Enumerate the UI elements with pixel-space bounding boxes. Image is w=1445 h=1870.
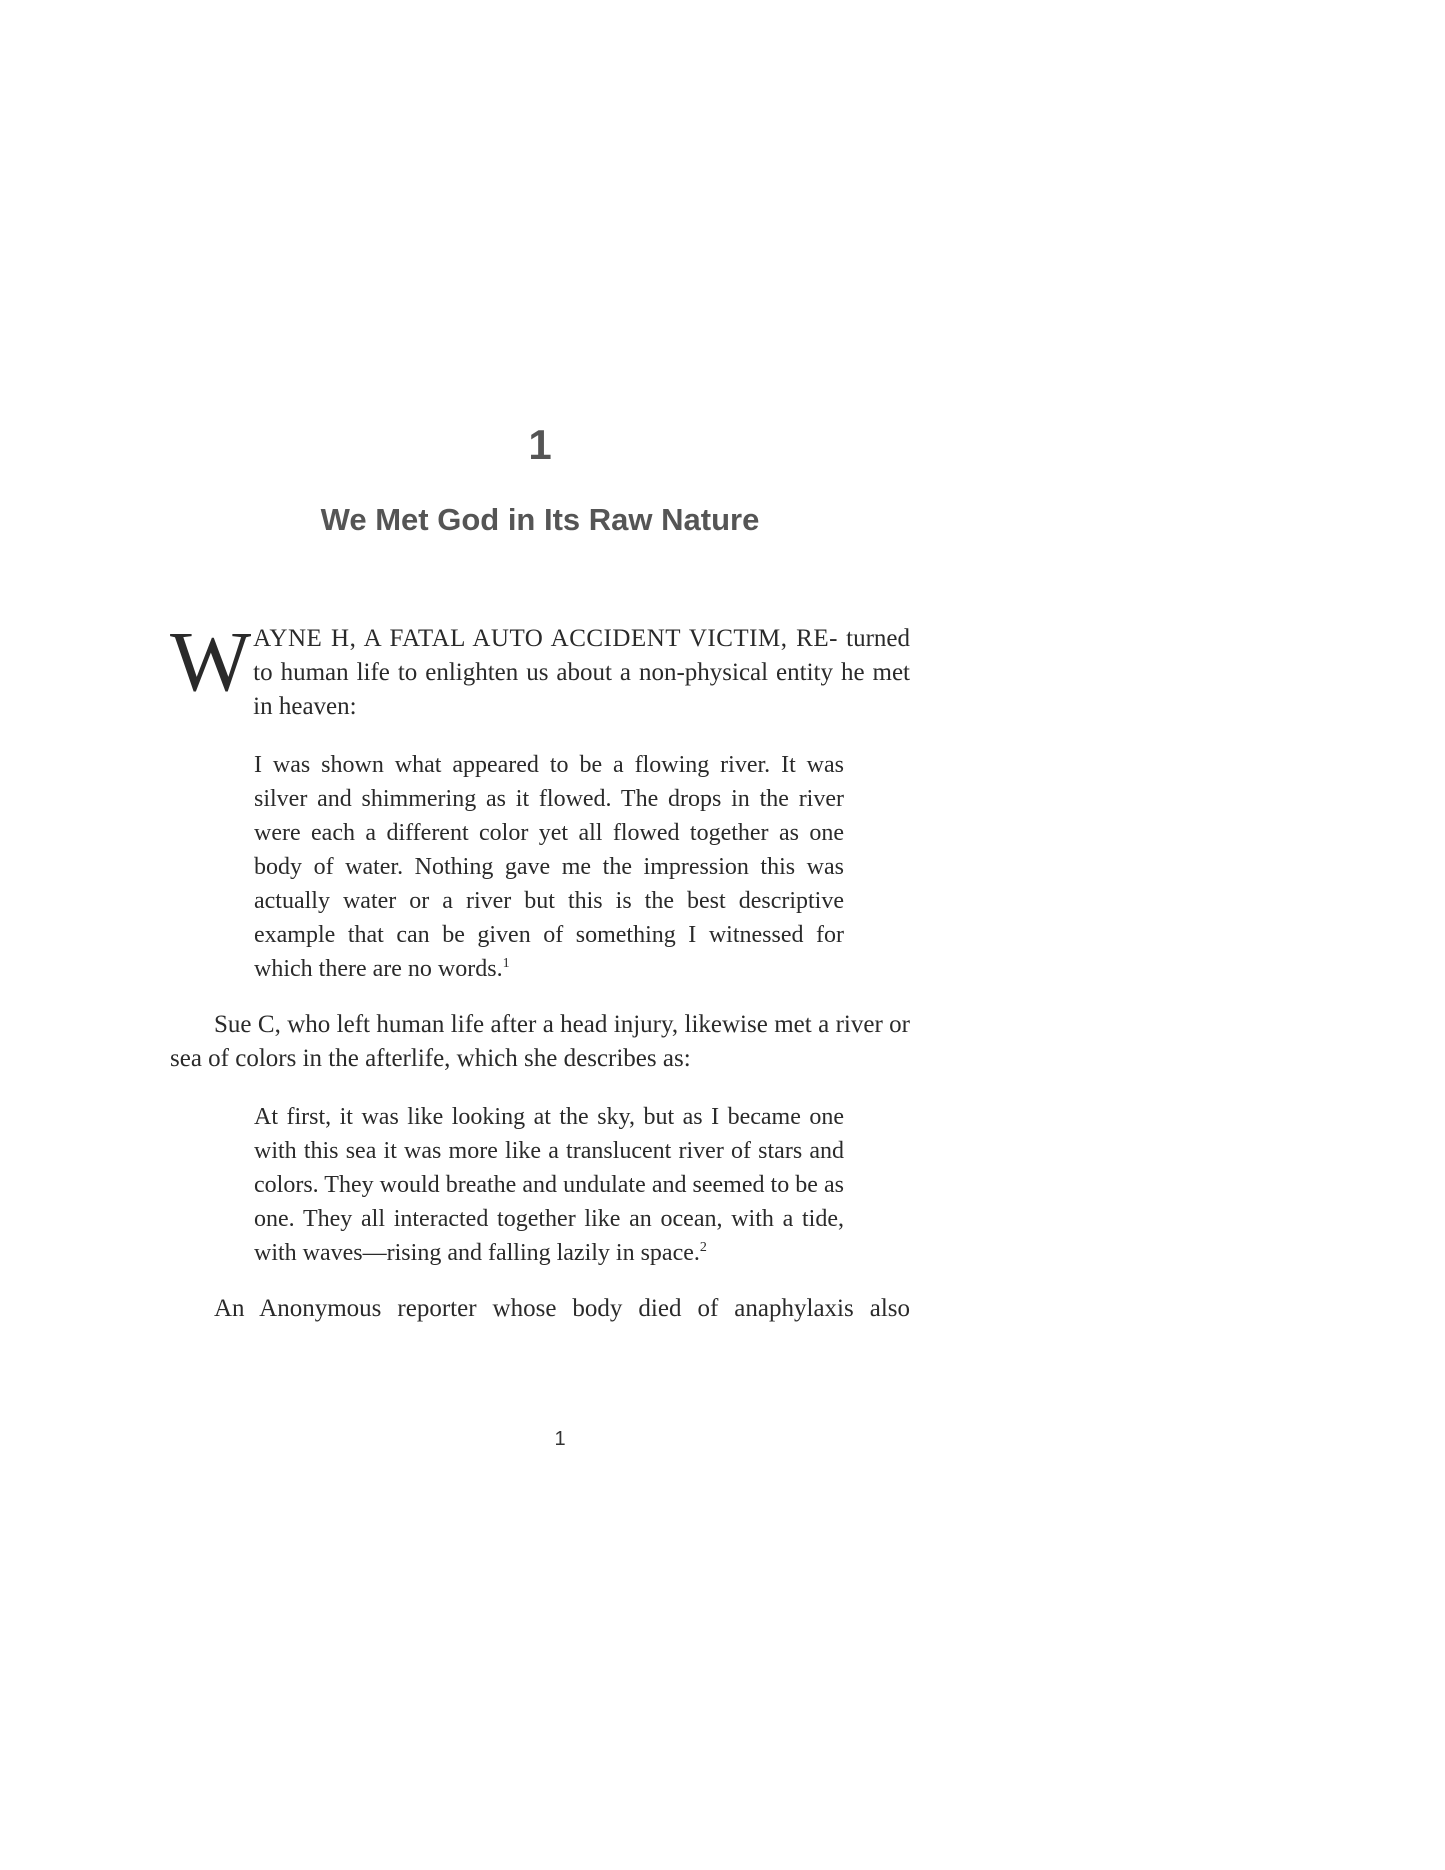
block-quote-2 [254, 1100, 844, 1270]
opening-lead-caps: AYNE H, A FATAL AUTO ACCIDENT VICTIM, RE- [253, 625, 838, 652]
body-text [170, 613, 910, 1326]
footnote-ref-1[interactable]: 1 [502, 956, 510, 971]
block-quote-1 [254, 748, 844, 986]
paragraph-3: An Anonymous reporter whose body died of anaphylaxis also [214, 1295, 910, 1322]
quote-1-text: I was shown what appeared to be a flowing river. It was silver and shimmering as it flowed. The drops in the river were each a different color yet all flowed together as one body of water. Nothing gave me the impression this was actually water or a river but this is the best descriptive example that can be given of something I witnessed for which there are no words. [254, 752, 844, 982]
chapter-number: 1 [528, 421, 552, 468]
chapter-title: We Met God in Its Raw Nature [320, 502, 760, 537]
page-number: 1 [554, 1428, 566, 1450]
footnote-ref-2[interactable]: 2 [699, 1240, 707, 1255]
paragraph-2: Sue C, who left human life after a head injury, likewise met a river or sea of colors in the afterlife, which she describes as: [170, 1011, 910, 1072]
opening-rest: turned to human life to enlighten us about a non-physical entity he met in heaven: [253, 625, 910, 720]
drop-cap: W [170, 613, 252, 709]
opening-paragraph [170, 613, 910, 724]
quote-2-text: At first, it was like looking at the sky, but as I became one with this sea it was more like a translucent river of stars and colors. They would breathe and undulate and seemed to be as one. They all interacted together like an ocean, with a tide, with waves—rising and falling lazily in space. [254, 1104, 844, 1266]
